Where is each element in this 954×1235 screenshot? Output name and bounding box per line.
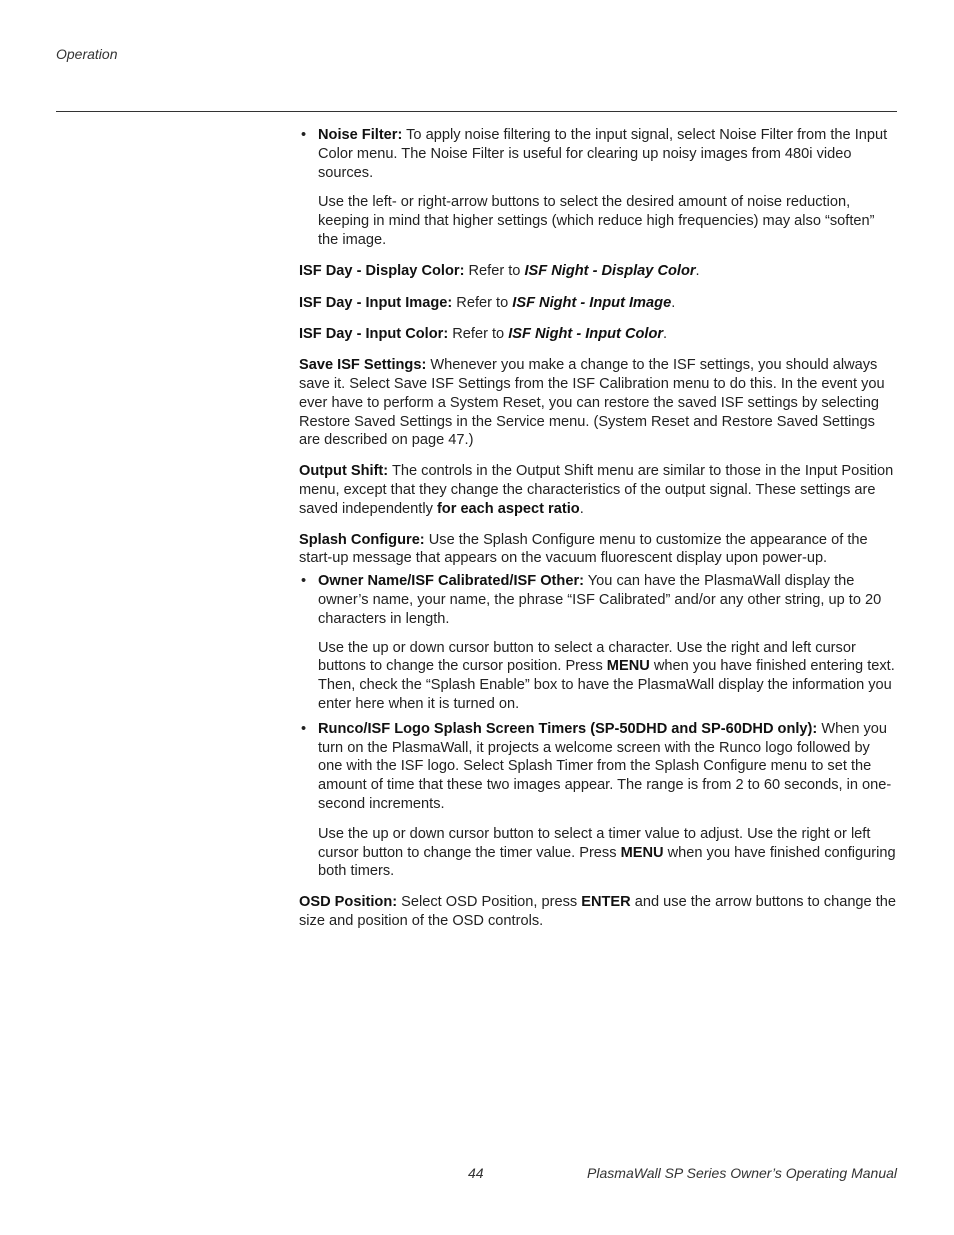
bullet-marker: • — [301, 573, 307, 590]
splash-timers-item — [299, 720, 897, 814]
owner-name-follow-pre: Use the up or down cursor button to select a character. Use the right and left cursor buttons to change the cursor position. Press — [318, 639, 856, 675]
splash-configure-text: Use the Splash Configure menu to customize the appearance of the start-up message that appears on the vacuum fluorescent display upon power-up. — [299, 531, 868, 567]
owner-name-followup — [299, 639, 897, 714]
output-shift-text: The controls in the Output Shift menu are similar to those in the Input Position menu, except that they change the characteristics of the output signal. These settings are saved independently — [299, 463, 894, 517]
save-isf-paragraph — [299, 356, 897, 450]
splash-configure-paragraph — [299, 531, 897, 569]
isf-input-image-ref: ISF Night - Input Image — [512, 294, 672, 311]
header-rule — [56, 111, 897, 112]
noise-filter-item — [299, 126, 897, 182]
owner-name-label: Owner Name/ISF Calibrated/ISF Other: — [318, 573, 584, 590]
noise-filter-followup: Use the left- or right-arrow buttons to select the desired amount of noise reduction, keeping in mind that higher settings (which reduce high frequencies) may also “soften” the image. — [318, 194, 875, 248]
isf-display-color-ref: ISF Night - Display Color — [524, 262, 696, 279]
osd-position-post: and use the arrow buttons to change the size and position of the OSD controls. — [299, 894, 897, 929]
splash-timers-followup — [299, 825, 897, 881]
noise-filter-text: To apply noise filtering to the input signal, select Noise Filter from the Input Color menu. The Noise Filter is useful for clearing up noisy images from 480i video sources. — [318, 127, 888, 181]
enter-key-label: ENTER — [581, 894, 631, 911]
save-isf-label: Save ISF Settings: — [299, 357, 427, 374]
menu-key-label: MENU — [606, 658, 650, 675]
isf-input-color-post: . — [663, 326, 668, 343]
manual-title: PlasmaWall SP Series Owner’s Operating Manual — [587, 1165, 897, 1181]
isf-input-image-post: . — [671, 294, 676, 311]
splash-timers-follow-post: when you have finished configuring both timers. — [318, 844, 896, 880]
isf-input-image-label: ISF Day - Input Image: — [299, 294, 453, 311]
osd-position-label: OSD Position: — [299, 894, 398, 911]
isf-input-image-paragraph — [299, 294, 897, 313]
isf-input-image-pre: Refer to — [452, 294, 513, 311]
splash-timers-follow-pre: Use the up or down cursor button to select a timer value to adjust. Use the right or left cursor button to change the timer value. Press — [318, 825, 871, 861]
isf-display-color-pre: Refer to — [464, 262, 525, 279]
running-header: Operation — [56, 46, 118, 62]
isf-display-color-paragraph — [299, 262, 897, 281]
osd-position-paragraph — [299, 893, 897, 931]
output-shift-label: Output Shift: — [299, 463, 389, 480]
owner-name-follow-post: when you have finished entering text. Then, check the “Splash Enable” box to have the PlasmaWall display the information you enter here when it is turned on. — [318, 658, 895, 712]
bullet-marker: • — [301, 720, 307, 737]
output-shift-emphasis: for each aspect ratio — [436, 500, 580, 517]
owner-name-item — [299, 572, 897, 628]
page-number: 44 — [468, 1165, 484, 1181]
isf-input-color-label: ISF Day - Input Color: — [299, 326, 449, 343]
isf-display-color-label: ISF Day - Display Color: — [299, 262, 465, 279]
isf-input-color-ref: ISF Night - Input Color — [508, 326, 664, 343]
osd-position-pre: Select OSD Position, press — [397, 894, 582, 911]
page-body — [299, 126, 897, 931]
splash-configure-label: Splash Configure: — [299, 531, 425, 548]
isf-display-color-post: . — [695, 262, 700, 279]
isf-input-color-pre: Refer to — [448, 326, 509, 343]
noise-filter-label: Noise Filter: — [318, 127, 403, 143]
isf-input-color-paragraph — [299, 325, 897, 344]
owner-name-text: You can have the PlasmaWall display the owner’s name, your name, the phrase “ISF Calibrated” and/or any other string, up to 20 characters in length. — [318, 573, 882, 627]
splash-timers-label: Runco/ISF Logo Splash Screen Timers (SP-50DHD and SP-60DHD only): — [318, 720, 818, 737]
menu-key-label: MENU — [620, 844, 664, 861]
bullet-marker: • — [301, 127, 307, 143]
output-shift-paragraph — [299, 462, 897, 518]
splash-timers-text: When you turn on the PlasmaWall, it projects a welcome screen with the Runco logo followed by one with the ISF logo. Select Splash Timer from the Splash Configure menu to set the amount of time that these two images appear. The range is from 2 to 60 seconds, in one-second increments. — [318, 720, 892, 812]
save-isf-text: Whenever you make a change to the ISF settings, you should always save it. Select Save ISF Settings from the ISF Calibration menu to do this. In the event you ever have to perform a System Reset, you can restore the saved ISF settings by selecting Restore Saved Settings in the Service menu. (System Reset and Restore Saved Settings are described on page 47.) — [299, 357, 885, 449]
output-shift-post: . — [579, 500, 584, 517]
